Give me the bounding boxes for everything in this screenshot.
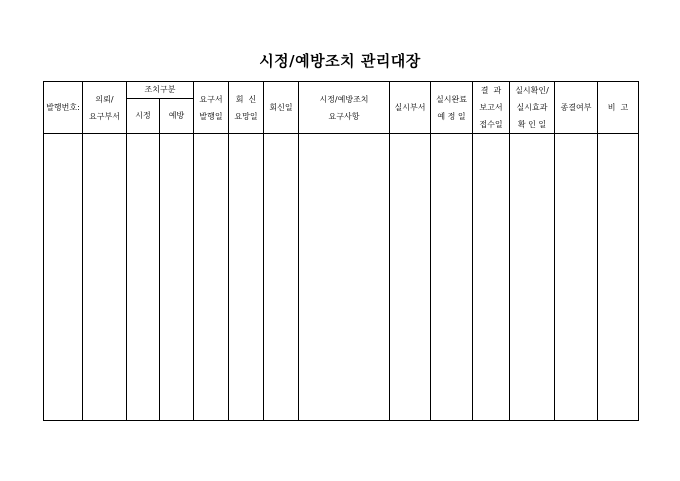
body-cell-reply-date — [264, 134, 299, 421]
body-cell-prevention — [160, 134, 194, 421]
body-cell-issue-number — [44, 134, 83, 421]
header-closure-status: 종결여부 — [555, 82, 598, 134]
header-result-report-date: 결 과 보고서 접수일 — [473, 82, 510, 134]
header-reply-desired-date: 회 신 요망일 — [229, 82, 264, 134]
header-issue-number: 발행번호: — [44, 82, 83, 134]
body-cell-implementing-department — [390, 134, 431, 421]
page-title: 시정/예방조치 관리대장 — [259, 52, 421, 70]
body-cell-reply-desired-date — [229, 134, 264, 421]
header-correction: 시정 — [127, 98, 160, 133]
header-completion-due-date: 실시완료 예 정 일 — [431, 82, 473, 134]
body-cell-requesting-department — [83, 134, 127, 421]
header-verification-date: 실시확인/ 실시효과 확 인 일 — [510, 82, 555, 134]
body-cell-correction — [127, 134, 160, 421]
body-cell-request-issue-date — [194, 134, 229, 421]
body-cell-action-requirements — [299, 134, 390, 421]
header-reply-date: 회신일 — [264, 82, 299, 134]
header-action-requirements: 시정/예방조치 요구사항 — [299, 82, 390, 134]
header-implementing-department: 실시부서 — [390, 82, 431, 134]
header-request-issue-date: 요구서 발행일 — [194, 82, 229, 134]
header-remarks: 비 고 — [598, 82, 639, 134]
body-cell-verification-date — [510, 134, 555, 421]
header-prevention: 예방 — [160, 98, 194, 133]
header-action-type: 조치구분 — [127, 82, 194, 99]
body-cell-completion-due-date — [431, 134, 473, 421]
body-cell-result-report-date — [473, 134, 510, 421]
body-cell-remarks — [598, 134, 639, 421]
management-ledger-table — [43, 81, 639, 421]
body-cell-closure-status — [555, 134, 598, 421]
header-requesting-department: 의뢰/ 요구부서 — [83, 82, 127, 134]
